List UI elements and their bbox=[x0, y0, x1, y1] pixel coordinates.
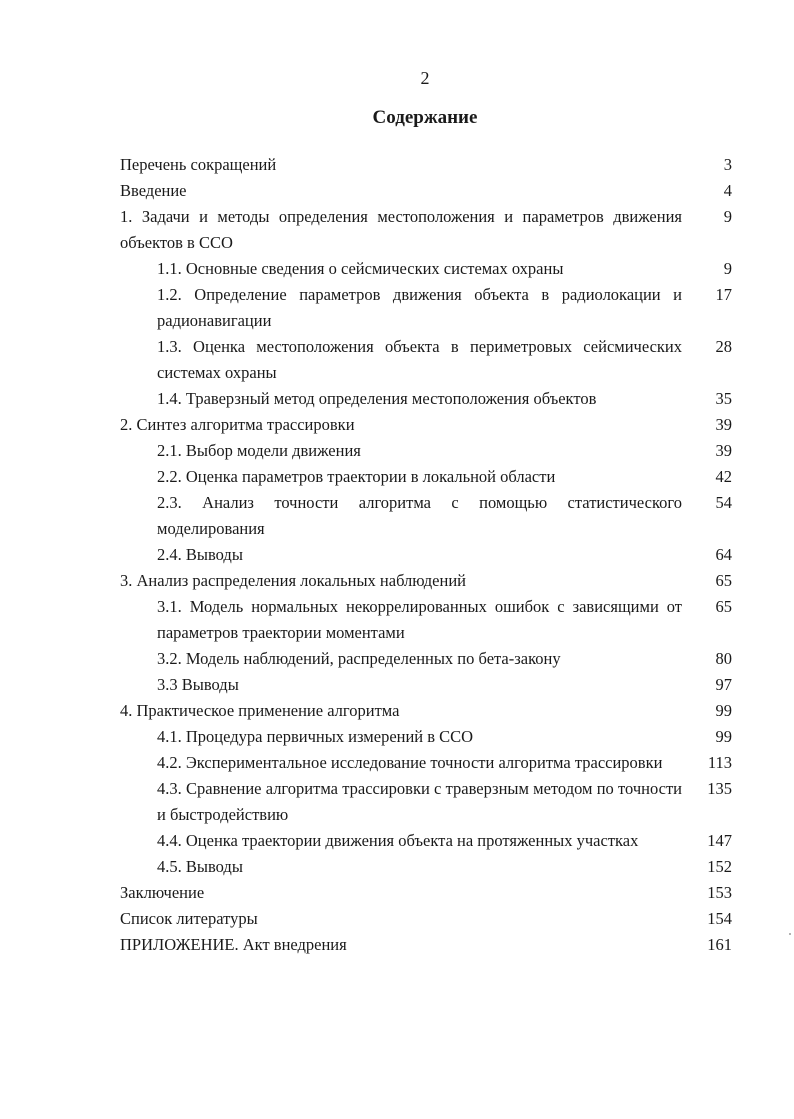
toc-entry bbox=[120, 282, 732, 334]
toc-entry-title: 1.1. Основные сведения о сейсмических системах охраны bbox=[157, 259, 564, 278]
toc-entry bbox=[120, 698, 732, 724]
toc-entry bbox=[120, 412, 732, 438]
toc-entry-title: 3.1. Модель нормальных некоррелированных ошибок с зависящими от параметров траектории моментами bbox=[157, 597, 682, 642]
toc-entry bbox=[120, 854, 732, 880]
toc-entry-page: 161 bbox=[707, 935, 732, 954]
toc-entry-title: 2.3. Анализ точности алгоритма с помощью статистического моделирования bbox=[157, 493, 682, 538]
toc-entry-title: 3.2. Модель наблюдений, распределенных по бета-закону bbox=[157, 649, 561, 668]
toc-entry bbox=[120, 568, 732, 594]
toc-entry-page: 97 bbox=[715, 675, 732, 694]
toc-entry-page: 99 bbox=[715, 701, 732, 720]
toc-entry-page: 3 bbox=[723, 155, 732, 174]
toc-entry-page: 147 bbox=[707, 831, 732, 850]
toc-entry-page: 135 bbox=[707, 779, 732, 798]
toc-entry-page: 65 bbox=[715, 571, 732, 590]
toc-entry bbox=[120, 490, 732, 542]
table-of-contents bbox=[120, 152, 732, 958]
page-title: Содержание bbox=[372, 107, 478, 128]
toc-entry bbox=[120, 646, 732, 672]
toc-entry-title: 4. Практическое применение алгоритма bbox=[120, 701, 400, 720]
toc-entry-title: Заключение bbox=[120, 883, 205, 902]
toc-entry-title: 4.5. Выводы bbox=[157, 857, 243, 876]
toc-entry bbox=[120, 334, 732, 386]
toc-entry-page: 9 bbox=[723, 259, 732, 278]
toc-entry-page: 99 bbox=[715, 727, 732, 746]
toc-entry bbox=[120, 724, 732, 750]
toc-entry bbox=[120, 750, 732, 776]
toc-entry-page: 113 bbox=[707, 753, 732, 772]
toc-entry-title: 1.2. Определение параметров движения объекта в радиолокации и радионавигации bbox=[157, 285, 682, 330]
scan-artifact bbox=[789, 933, 791, 935]
toc-entry-page: 80 bbox=[715, 649, 732, 668]
toc-entry bbox=[120, 542, 732, 568]
toc-entry-title: Перечень сокращений bbox=[120, 155, 277, 174]
toc-entry-title: 4.1. Процедура первичных измерений в ССО bbox=[157, 727, 474, 746]
toc-entry-title: 2.2. Оценка параметров траектории в локальной области bbox=[157, 467, 556, 486]
toc-entry bbox=[120, 594, 732, 646]
toc-entry-title: 2.4. Выводы bbox=[157, 545, 243, 564]
toc-entry-title: 4.3. Сравнение алгоритма трассировки с траверзным методом по точности и быстродействию bbox=[157, 779, 682, 824]
toc-entry-page: 42 bbox=[715, 467, 732, 486]
toc-entry-title: 3. Анализ распределения локальных наблюдений bbox=[120, 571, 466, 590]
toc-entry-page: 154 bbox=[707, 909, 732, 928]
toc-entry bbox=[120, 906, 732, 932]
toc-entry-title: 2.1. Выбор модели движения bbox=[157, 441, 361, 460]
toc-entry-title: Введение bbox=[120, 181, 187, 200]
toc-entry-page: 17 bbox=[715, 285, 732, 304]
toc-entry bbox=[120, 672, 732, 698]
toc-entry-page: 39 bbox=[715, 415, 732, 434]
page-number: 2 bbox=[420, 68, 430, 88]
toc-entry-title: 4.4. Оценка траектории движения объекта на протяженных участках bbox=[157, 831, 639, 850]
toc-entry-title: Список литературы bbox=[120, 909, 258, 928]
toc-entry-page: 64 bbox=[715, 545, 732, 564]
toc-entry bbox=[120, 256, 732, 282]
toc-entry-page: 9 bbox=[723, 207, 732, 226]
toc-entry-page: 65 bbox=[715, 597, 732, 616]
toc-entry bbox=[120, 178, 732, 204]
toc-entry-title: 2. Синтез алгоритма трассировки bbox=[120, 415, 355, 434]
toc-entry-page: 35 bbox=[715, 389, 732, 408]
toc-entry-title: 4.2. Экспериментальное исследование точности алгоритма трассировки bbox=[157, 753, 663, 772]
toc-entry bbox=[120, 932, 732, 958]
toc-entry-title: 1.4. Траверзный метод определения местоположения объектов bbox=[157, 389, 597, 408]
toc-entry-page: 54 bbox=[715, 493, 732, 512]
toc-entry bbox=[120, 776, 732, 828]
toc-entry-page: 39 bbox=[715, 441, 732, 460]
toc-entry-page: 152 bbox=[707, 857, 732, 876]
toc-entry-page: 153 bbox=[707, 883, 732, 902]
toc-entry bbox=[120, 880, 732, 906]
toc-entry-title: 1. Задачи и методы определения местоположения и параметров движения объектов в ССО bbox=[120, 207, 682, 252]
toc-entry bbox=[120, 464, 732, 490]
toc-entry bbox=[120, 204, 732, 256]
toc-entry bbox=[120, 438, 732, 464]
toc-entry bbox=[120, 152, 732, 178]
toc-entry-title: 3.3 Выводы bbox=[157, 675, 239, 694]
toc-entry-page: 4 bbox=[723, 181, 732, 200]
toc-entry-title: ПРИЛОЖЕНИЕ. Акт внедрения bbox=[120, 935, 347, 954]
toc-entry-page: 28 bbox=[715, 337, 732, 356]
toc-entry-title: 1.3. Оценка местоположения объекта в периметровых сейсмических системах охраны bbox=[157, 337, 682, 382]
toc-entry bbox=[120, 828, 732, 854]
toc-entry bbox=[120, 386, 732, 412]
